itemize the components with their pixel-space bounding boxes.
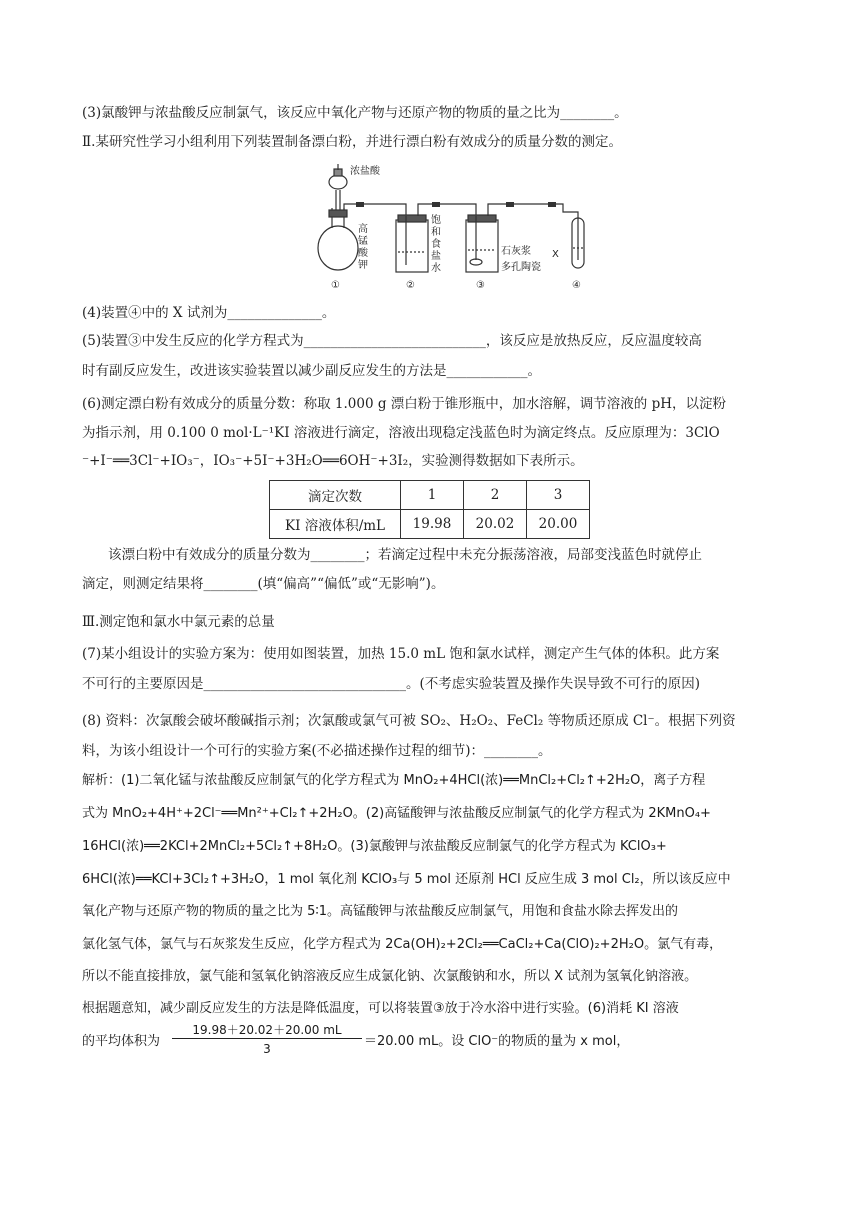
label-brine-1: 饱 xyxy=(431,215,441,226)
solution-line-2: 式为 MnO₂+4H⁺+2Cl⁻══Mn²⁺+Cl₂↑+2H₂O。(2)高锰酸钾与浓盐酸反应制氯气的化学方程式为 2KMnO₄+ xyxy=(82,806,711,821)
question-6a: (6)测定漂白粉有效成分的质量分数：称取 1.000 g 漂白粉于锥形瓶中，加水溶解，调节溶液的 pH，以淀粉 xyxy=(82,396,726,412)
solution-line-9-end: ＝20.00 mL。设 ClO⁻的物质的量为 x mol， xyxy=(364,1034,630,1049)
average-fraction-numerator: 19.98＋20.02＋20.00 mL xyxy=(192,1023,342,1037)
solution-line-5: 氧化产物与还原产物的物质的量之比为 5∶1。高锰酸钾与浓盐酸反应制氯气，用饱和食盐水除去挥发出的 xyxy=(82,904,679,919)
average-fraction-denominator: 3 xyxy=(263,1042,271,1056)
question-7a: (7)某小组设计的实验方案为：使用如图装置，加热 15.0 mL 饱和氯水试样，测定产生气体的体积。此方案 xyxy=(82,646,720,662)
question-5b: 时有副反应发生，改进该实验装置以减少副反应发生的方法是____________。 xyxy=(82,363,541,379)
fraction-bar xyxy=(172,1038,362,1039)
table-cell-2: 20.02 xyxy=(464,510,527,539)
label-kmno4-4: 钾 xyxy=(358,260,368,271)
question-4: (4)装置④中的 X 试剂为______________。 xyxy=(82,305,336,321)
label-n3: ③ xyxy=(476,280,485,291)
table-header-3: 3 xyxy=(527,481,590,510)
table-cell-1: 19.98 xyxy=(401,510,464,539)
label-brine-5: 水 xyxy=(431,263,441,274)
label-brine-2: 和 xyxy=(431,227,441,238)
label-n1: ① xyxy=(331,280,340,291)
table-cell-3: 20.00 xyxy=(527,510,590,539)
part-2-heading: Ⅱ.某研究性学习小组利用下列装置制备漂白粉，并进行漂白粉有效成分的质量分数的测定。 xyxy=(82,134,622,150)
label-brine-4: 盐 xyxy=(431,251,441,262)
table-header-1: 1 xyxy=(401,481,464,510)
solution-line-8: 根据题意知，减少副反应发生的方法是降低温度，可以将装置③放于冷水浴中进行实验。(6)消耗 KI 溶液 xyxy=(82,1001,679,1016)
solution-line-9-start: 的平均体积为 xyxy=(82,1034,161,1049)
table-header-2: 2 xyxy=(464,481,527,510)
apparatus-diagram xyxy=(298,160,598,295)
question-6e: 滴定，则测定结果将________(填“偏高”“偏低”或“无影响”)。 xyxy=(82,576,445,592)
label-kmno4-2: 锰 xyxy=(358,236,368,247)
label-x: X xyxy=(552,249,559,260)
question-5a: (5)装置③中发生反应的化学方程式为___________________________，该反应是放热反应，反应温度较高 xyxy=(82,333,702,349)
label-ceramic: 多孔陶瓷 xyxy=(501,262,541,273)
question-7b: 不可行的主要原因是______________________________。(不考虑实验装置及操作失误导致不可行的原因) xyxy=(82,676,701,692)
label-conc-hcl: 浓盐酸 xyxy=(350,166,380,177)
table-header-titration: 滴定次数 xyxy=(270,481,401,510)
part-3-heading: Ⅲ.测定饱和氯水中氯元素的总量 xyxy=(82,614,275,630)
question-8a: (8) 资料：次氯酸会破坏酸碱指示剂；次氯酸或氯气可被 SO₂、H₂O₂、FeCl₂ 等物质还原成 Cl⁻。根据下列资 xyxy=(82,713,736,729)
solution-line-6: 氯化氢气体，氯气与石灰浆发生反应，化学方程式为 2Ca(OH)₂+2Cl₂══CaCl₂+Ca(ClO)₂+2H₂O。氯气有毒， xyxy=(82,937,723,952)
question-6d: 该漂白粉中有效成分的质量分数为________；若滴定过程中未充分振荡溶液，局部变浅蓝色时就停止 xyxy=(108,547,702,563)
label-brine-3: 食 xyxy=(431,239,441,250)
solution-line-7: 所以不能直接排放，氯气能和氢氧化钠溶液反应生成氯化钠、次氯酸钠和水，所以 X 试剂为氢氧化钠溶液。 xyxy=(82,969,698,984)
question-3: (3)氯酸钾与浓盐酸反应制氯气，该反应中氧化产物与还原产物的物质的量之比为________。 xyxy=(82,105,628,121)
label-n4: ④ xyxy=(572,280,581,291)
question-6b: 为指示剂，用 0.100 0 mol·L⁻¹KI 溶液进行滴定，溶液出现稳定浅蓝色时为滴定终点。反应原理为：3ClO xyxy=(82,425,720,441)
ki-volume-table xyxy=(269,480,590,539)
label-n2: ② xyxy=(406,280,415,291)
solution-line-1: 解析：(1)二氧化锰与浓盐酸反应制氯气的化学方程式为 MnO₂+4HCl(浓)══MnCl₂+Cl₂↑+2H₂O，离子方程 xyxy=(82,773,706,788)
solution-line-4: 6HCl(浓)══KCl+3Cl₂↑+3H₂O，1 mol 氧化剂 KClO₃与 5 mol 还原剂 HCl 反应生成 3 mol Cl₂，所以该反应中 xyxy=(82,872,731,887)
solution-line-3: 16HCl(浓)══2KCl+2MnCl₂+5Cl₂↑+8H₂O。(3)氯酸钾与浓盐酸反应制氯气的化学方程式为 KClO₃+ xyxy=(82,839,667,854)
label-kmno4-1: 高 xyxy=(358,224,368,235)
table-row-label: KI 溶液体积/mL xyxy=(270,510,401,539)
question-6c: ⁻+I⁻══3Cl⁻+IO₃⁻，IO₃⁻+5I⁻+3H₂O══6OH⁻+3I₂，实验测得数据如下表所示。 xyxy=(82,453,584,469)
label-kmno4-3: 酸 xyxy=(358,248,368,259)
question-8b: 料，为该小组设计一个可行的实验方案(不必描述操作过程的细节)：________。 xyxy=(82,743,552,759)
label-lime: 石灰浆 xyxy=(501,246,531,257)
